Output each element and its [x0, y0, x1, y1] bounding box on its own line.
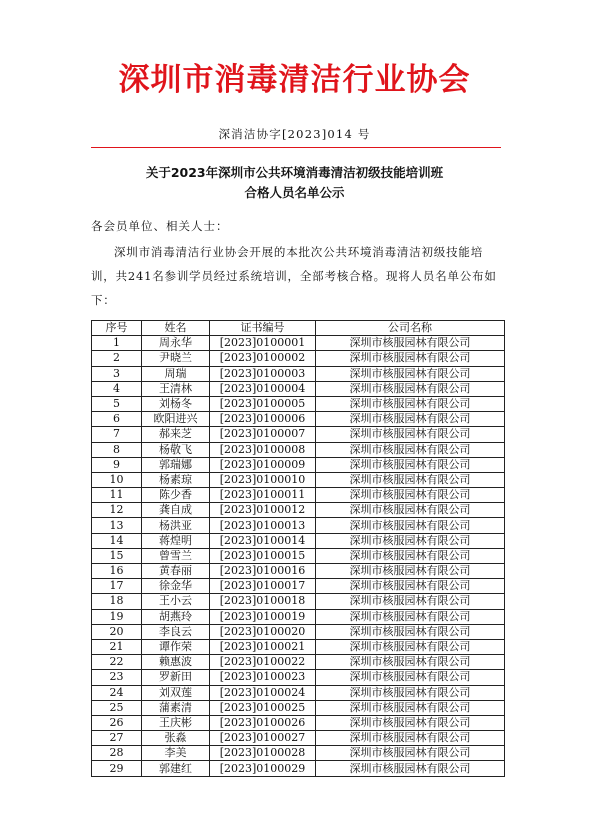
cell-name: 张淼 — [142, 731, 210, 746]
cell-index: 2 — [92, 351, 142, 366]
cell-name: 胡燕玲 — [142, 609, 210, 624]
table-row — [92, 731, 505, 746]
cell-index: 7 — [92, 427, 142, 442]
document-number: 深消洁协字[2023]014 号 — [218, 127, 371, 141]
cell-name: 蒲素清 — [142, 700, 210, 715]
cell-certificate-number: [2023]0100022 — [210, 655, 316, 670]
cell-company: 深圳市核服园林有限公司 — [316, 427, 505, 442]
cell-index: 21 — [92, 639, 142, 654]
cell-certificate-number: [2023]0100026 — [210, 715, 316, 730]
cell-index: 12 — [92, 503, 142, 518]
cell-company: 深圳市核服园林有限公司 — [316, 564, 505, 579]
header-index: 序号 — [92, 321, 142, 336]
cell-name: 陈少香 — [142, 488, 210, 503]
cell-company: 深圳市核服园林有限公司 — [316, 624, 505, 639]
cell-certificate-number: [2023]0100008 — [210, 442, 316, 457]
table-row — [92, 412, 505, 427]
table-header-row — [92, 321, 505, 336]
cell-index: 10 — [92, 472, 142, 487]
cell-name: 尹晓兰 — [142, 351, 210, 366]
table-row — [92, 518, 505, 533]
cell-certificate-number: [2023]0100021 — [210, 639, 316, 654]
cell-company: 深圳市核服园林有限公司 — [316, 518, 505, 533]
table-row — [92, 579, 505, 594]
table-row — [92, 336, 505, 351]
table-row — [92, 503, 505, 518]
cell-company: 深圳市核服园林有限公司 — [316, 336, 505, 351]
cell-company: 深圳市核服园林有限公司 — [316, 761, 505, 776]
cell-index: 29 — [92, 761, 142, 776]
cell-name: 杨素琼 — [142, 472, 210, 487]
header-name: 姓名 — [142, 321, 210, 336]
cell-name: 谭作荣 — [142, 639, 210, 654]
cell-name: 曾雪兰 — [142, 548, 210, 563]
cell-certificate-number: [2023]0100019 — [210, 609, 316, 624]
cell-index: 27 — [92, 731, 142, 746]
cell-company: 深圳市核服园林有限公司 — [316, 457, 505, 472]
table-row — [92, 715, 505, 730]
table-row — [92, 700, 505, 715]
cell-name: 杨洪亚 — [142, 518, 210, 533]
cell-name: 王庆彬 — [142, 715, 210, 730]
table-row — [92, 548, 505, 563]
table-row — [92, 639, 505, 654]
cell-name: 王清林 — [142, 381, 210, 396]
cell-index: 22 — [92, 655, 142, 670]
table-row — [92, 366, 505, 381]
cell-index: 17 — [92, 579, 142, 594]
cell-certificate-number: [2023]0100016 — [210, 564, 316, 579]
cell-company: 深圳市核服园林有限公司 — [316, 366, 505, 381]
cell-company: 深圳市核服园林有限公司 — [316, 381, 505, 396]
table-row — [92, 427, 505, 442]
cell-company: 深圳市核服园林有限公司 — [316, 655, 505, 670]
cell-company: 深圳市核服园林有限公司 — [316, 670, 505, 685]
cell-index: 24 — [92, 685, 142, 700]
cell-index: 25 — [92, 700, 142, 715]
cell-certificate-number: [2023]0100001 — [210, 336, 316, 351]
cell-index: 1 — [92, 336, 142, 351]
cell-index: 28 — [92, 746, 142, 761]
cell-certificate-number: [2023]0100013 — [210, 518, 316, 533]
table-body — [92, 336, 505, 776]
cell-name: 刘双莲 — [142, 685, 210, 700]
cell-certificate-number: [2023]0100018 — [210, 594, 316, 609]
cell-company: 深圳市核服园林有限公司 — [316, 442, 505, 457]
table-row — [92, 624, 505, 639]
header-certificate-number: 证书编号 — [210, 321, 316, 336]
cell-certificate-number: [2023]0100006 — [210, 412, 316, 427]
cell-name: 龚自成 — [142, 503, 210, 518]
table-row — [92, 488, 505, 503]
cell-name: 杨敬飞 — [142, 442, 210, 457]
table-row — [92, 609, 505, 624]
cell-index: 26 — [92, 715, 142, 730]
cell-name: 周永华 — [142, 336, 210, 351]
cell-certificate-number: [2023]0100024 — [210, 685, 316, 700]
cell-company: 深圳市核服园林有限公司 — [316, 472, 505, 487]
cell-index: 13 — [92, 518, 142, 533]
header-company: 公司名称 — [316, 321, 505, 336]
cell-certificate-number: [2023]0100025 — [210, 700, 316, 715]
cell-certificate-number: [2023]0100011 — [210, 488, 316, 503]
document-title — [0, 163, 589, 203]
cell-certificate-number: [2023]0100002 — [210, 351, 316, 366]
cell-certificate-number: [2023]0100007 — [210, 427, 316, 442]
cell-certificate-number: [2023]0100027 — [210, 731, 316, 746]
cell-name: 罗新田 — [142, 670, 210, 685]
cell-company: 深圳市核服园林有限公司 — [316, 579, 505, 594]
cell-company: 深圳市核服园林有限公司 — [316, 488, 505, 503]
body-paragraph: 深圳市消毒清洁行业协会开展的本批次公共环境消毒清洁初级技能培训，共241名参训学员经过系统培训，全部考核合格。现将人员名单公布如下： — [91, 245, 497, 307]
cell-company: 深圳市核服园林有限公司 — [316, 412, 505, 427]
cell-certificate-number: [2023]0100010 — [210, 472, 316, 487]
cell-name: 李良云 — [142, 624, 210, 639]
cell-name: 王小云 — [142, 594, 210, 609]
cell-name: 蒋煌明 — [142, 533, 210, 548]
cell-certificate-number: [2023]0100009 — [210, 457, 316, 472]
cell-company: 深圳市核服园林有限公司 — [316, 594, 505, 609]
salutation: 各会员单位、相关人士： — [91, 219, 229, 233]
cell-certificate-number: [2023]0100005 — [210, 396, 316, 411]
cell-name: 李美 — [142, 746, 210, 761]
cell-index: 4 — [92, 381, 142, 396]
cell-name: 郭瑞娜 — [142, 457, 210, 472]
cell-certificate-number: [2023]0100004 — [210, 381, 316, 396]
table-row — [92, 351, 505, 366]
table-row — [92, 761, 505, 776]
table-row — [92, 685, 505, 700]
table-row — [92, 746, 505, 761]
cell-index: 19 — [92, 609, 142, 624]
cell-company: 深圳市核服园林有限公司 — [316, 685, 505, 700]
cell-company: 深圳市核服园林有限公司 — [316, 639, 505, 654]
cell-index: 16 — [92, 564, 142, 579]
cell-company: 深圳市核服园林有限公司 — [316, 548, 505, 563]
cell-index: 20 — [92, 624, 142, 639]
cell-index: 9 — [92, 457, 142, 472]
cell-index: 8 — [92, 442, 142, 457]
table-row — [92, 457, 505, 472]
cell-certificate-number: [2023]0100014 — [210, 533, 316, 548]
title-line-2: 合格人员名单公示 — [244, 185, 345, 200]
table-row — [92, 381, 505, 396]
cell-certificate-number: [2023]0100017 — [210, 579, 316, 594]
cell-name: 周瑞 — [142, 366, 210, 381]
cell-index: 18 — [92, 594, 142, 609]
cell-certificate-number: [2023]0100012 — [210, 503, 316, 518]
qualified-personnel-table — [91, 320, 505, 777]
table-row — [92, 472, 505, 487]
cell-company: 深圳市核服园林有限公司 — [316, 700, 505, 715]
cell-company: 深圳市核服园林有限公司 — [316, 731, 505, 746]
cell-company: 深圳市核服园林有限公司 — [316, 351, 505, 366]
cell-company: 深圳市核服园林有限公司 — [316, 503, 505, 518]
cell-company: 深圳市核服园林有限公司 — [316, 609, 505, 624]
cell-name: 郭建红 — [142, 761, 210, 776]
cell-certificate-number: [2023]0100015 — [210, 548, 316, 563]
cell-index: 14 — [92, 533, 142, 548]
cell-index: 15 — [92, 548, 142, 563]
cell-certificate-number: [2023]0100029 — [210, 761, 316, 776]
cell-name: 郝来芝 — [142, 427, 210, 442]
table-row — [92, 396, 505, 411]
cell-index: 3 — [92, 366, 142, 381]
cell-company: 深圳市核服园林有限公司 — [316, 746, 505, 761]
header-divider — [91, 147, 501, 148]
cell-name: 赖惠波 — [142, 655, 210, 670]
table-row — [92, 564, 505, 579]
cell-name: 黄春丽 — [142, 564, 210, 579]
title-line-1: 关于2023年深圳市公共环境消毒清洁初级技能培训班 — [145, 165, 444, 180]
cell-certificate-number: [2023]0100020 — [210, 624, 316, 639]
cell-certificate-number: [2023]0100023 — [210, 670, 316, 685]
cell-company: 深圳市核服园林有限公司 — [316, 715, 505, 730]
table-row — [92, 533, 505, 548]
cell-company: 深圳市核服园林有限公司 — [316, 396, 505, 411]
cell-certificate-number: [2023]0100028 — [210, 746, 316, 761]
cell-company: 深圳市核服园林有限公司 — [316, 533, 505, 548]
organization-name: 深圳市消毒清洁行业协会 — [118, 62, 471, 98]
table-row — [92, 670, 505, 685]
table-row — [92, 655, 505, 670]
cell-index: 6 — [92, 412, 142, 427]
cell-index: 23 — [92, 670, 142, 685]
cell-index: 11 — [92, 488, 142, 503]
cell-index: 5 — [92, 396, 142, 411]
cell-name: 欧阳进兴 — [142, 412, 210, 427]
table-row — [92, 594, 505, 609]
table-row — [92, 442, 505, 457]
cell-name: 徐金华 — [142, 579, 210, 594]
cell-certificate-number: [2023]0100003 — [210, 366, 316, 381]
cell-name: 刘杨冬 — [142, 396, 210, 411]
